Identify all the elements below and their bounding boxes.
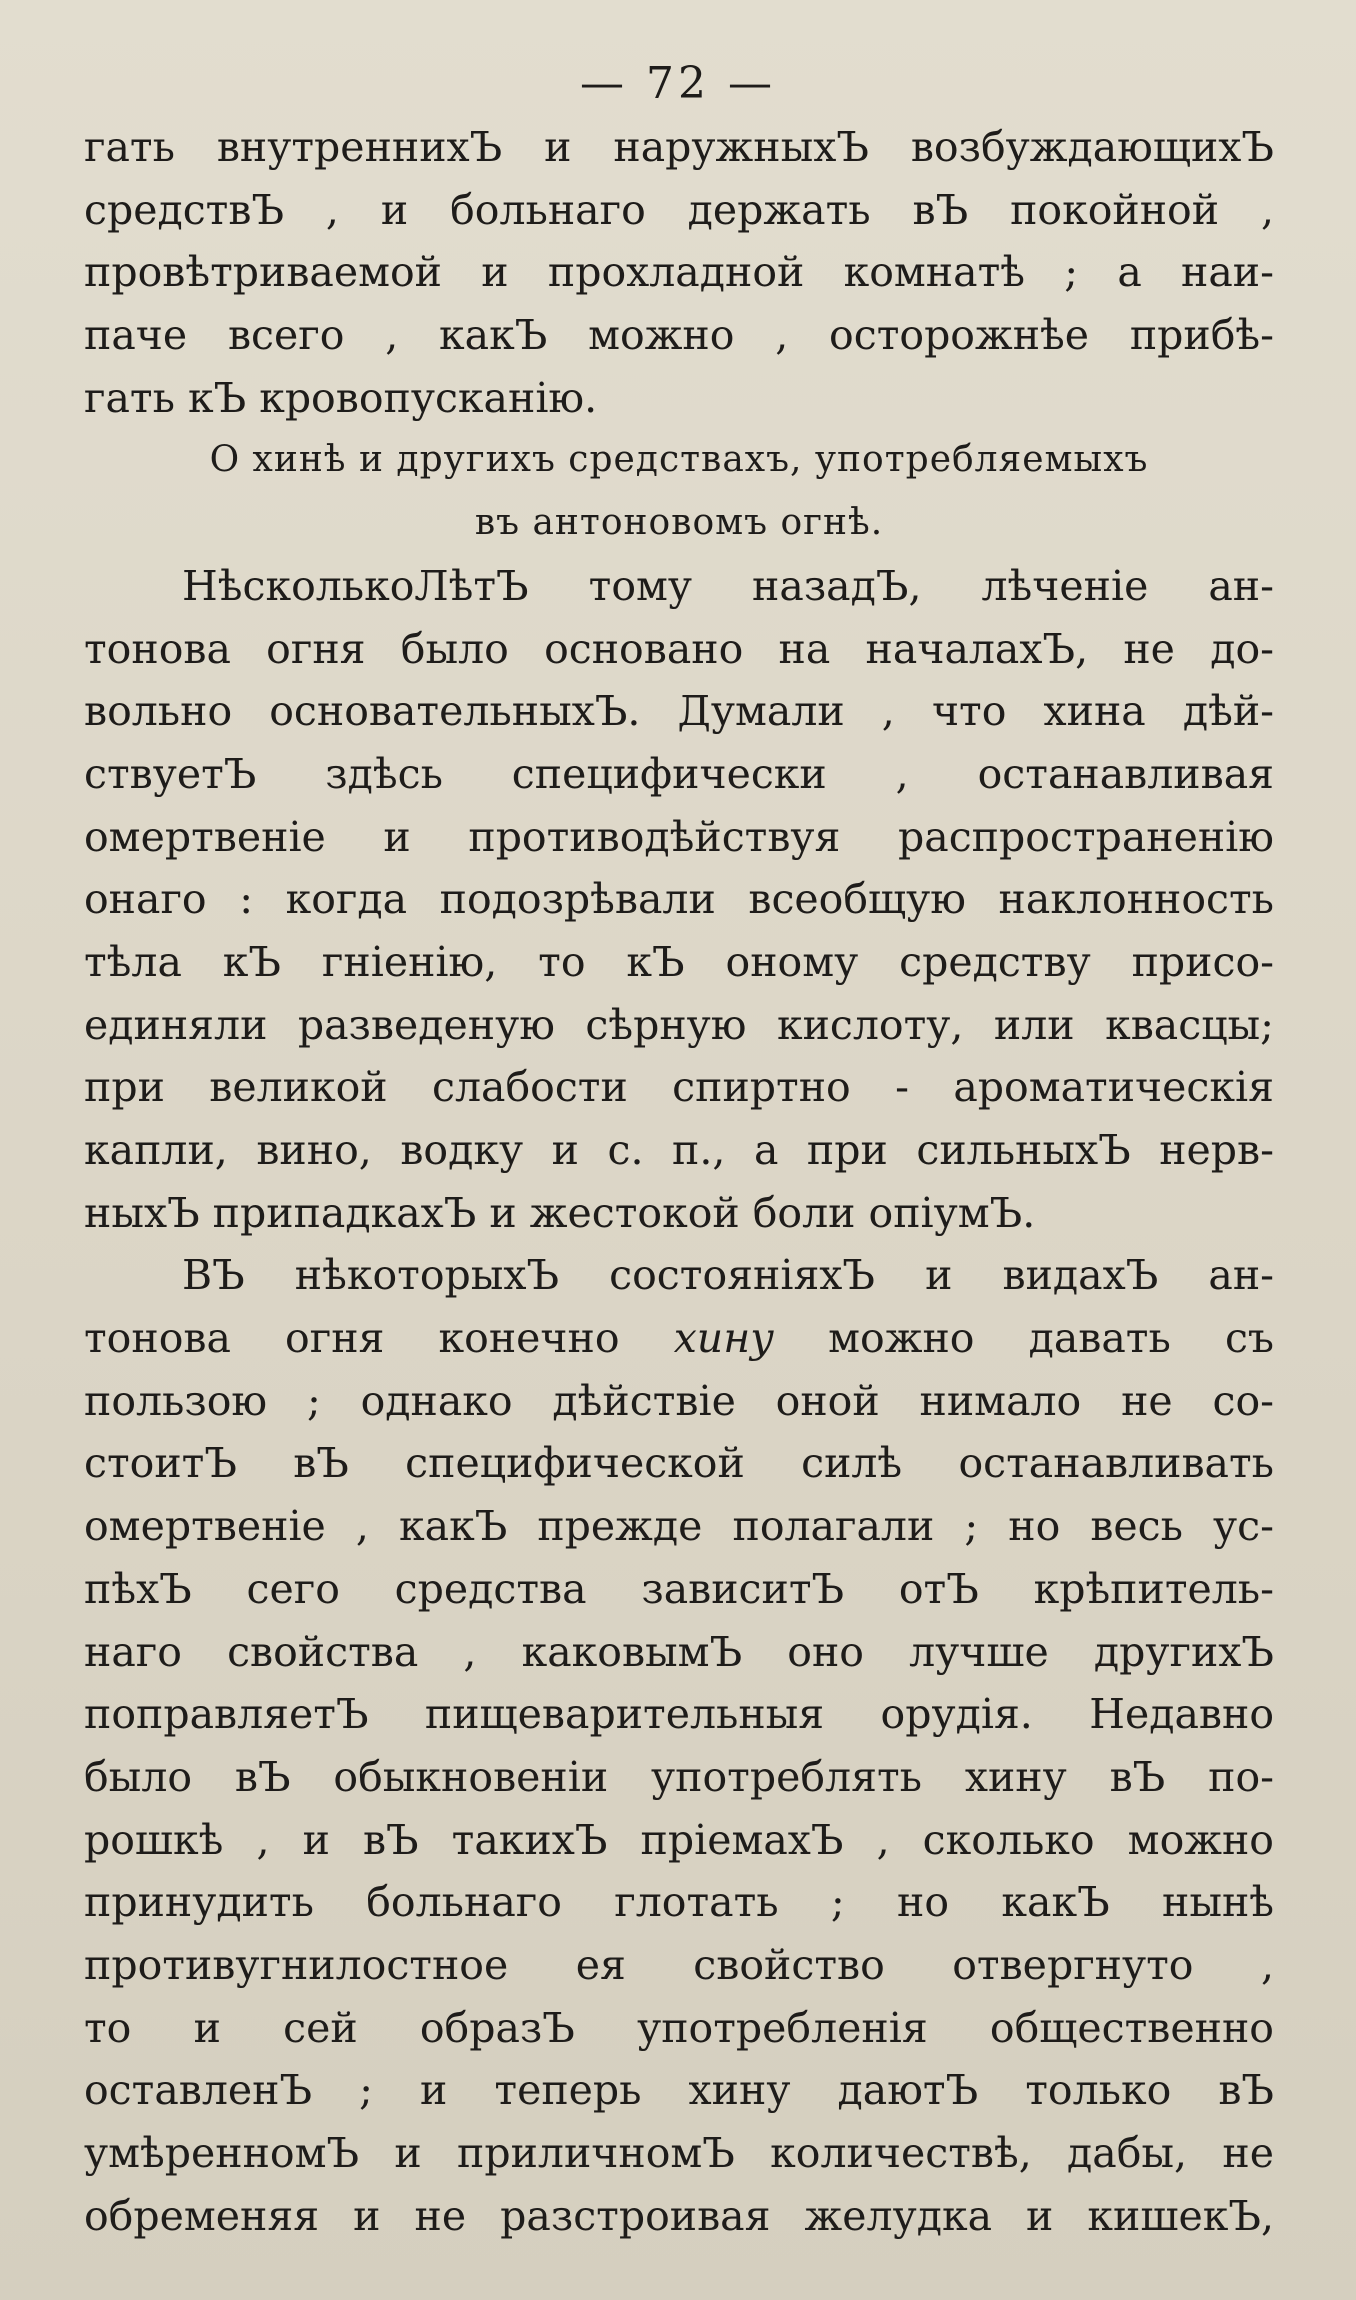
text-line: ныхЪ припадкахЪ и жестокой боли опіумЪ. bbox=[84, 1188, 1036, 1237]
text-line: НѣсколькоЛѣтЪ тому назадЪ, лѣченіе ан- bbox=[182, 561, 1274, 610]
text-line: стоитЪ вЪ специфической силѣ останавливать bbox=[84, 1439, 1274, 1488]
text-fragment: можно давать съ bbox=[774, 1314, 1274, 1363]
text-line: наго свойства , каковымЪ оно лучше другихЪ bbox=[84, 1627, 1274, 1676]
text-line: гать внутреннихЪ и наружныхЪ возбуждающихЪ bbox=[84, 123, 1274, 171]
italic-word: хину bbox=[673, 1314, 775, 1363]
page-text bbox=[84, 116, 1274, 2247]
section-heading: О хинѣ и другихъ средствахъ, употребляемыхъ bbox=[209, 439, 1149, 481]
text-line: тѣла кЪ гніенію, то кЪ оному средству присо- bbox=[84, 937, 1274, 986]
text-line: капли, вино, водку и с. п., а при сильныхЪ нерв- bbox=[84, 1126, 1274, 1174]
text-fragment: тонова огня конечно bbox=[84, 1314, 674, 1363]
text-line: тонова огня было основано на началахЪ, не до- bbox=[84, 624, 1274, 673]
text-line: гать кЪ кровопусканію. bbox=[84, 373, 598, 422]
text-line: средствЪ , и больнаго держать вЪ покойной , bbox=[84, 185, 1274, 234]
text-line: омертвеніе и противодѣйствуя распространенію bbox=[84, 812, 1274, 861]
text-line: омертвеніе , какЪ прежде полагали ; но весь ус- bbox=[84, 1502, 1274, 1551]
text-line: оставленЪ ; и теперь хину даютЪ только вЪ bbox=[84, 2066, 1274, 2115]
text-line bbox=[84, 1307, 1274, 1370]
text-line: ВЪ нѣкоторыхЪ состояніяхЪ и видахЪ ан- bbox=[182, 1251, 1274, 1300]
text-line: рошкѣ , и вЪ такихЪ пріемахЪ , сколько можно bbox=[84, 1815, 1274, 1864]
text-line: единяли разведеную сѣрную кислоту, или квасцы; bbox=[84, 1000, 1274, 1049]
text-line: противугнилостное ея свойство отвергнуто , bbox=[84, 1940, 1274, 1989]
text-line: вольно основательныхЪ. Думали , что хина дѣй- bbox=[84, 687, 1274, 736]
text-line: то и сей образЪ употребленія общественно bbox=[84, 2003, 1274, 2052]
text-line: умѣренномЪ и приличномЪ количествѣ, дабы, не bbox=[84, 2129, 1274, 2177]
text-line: пользою ; однако дѣйствіе оной нимало не со- bbox=[84, 1376, 1274, 1425]
text-line: было вЪ обыкновеніи употреблять хину вЪ по- bbox=[84, 1752, 1274, 1801]
text-line: ствуетЪ здѣсь специфически , останавливая bbox=[84, 749, 1274, 798]
text-line: провѣтриваемой и прохладной комнатѣ ; а наи- bbox=[84, 248, 1274, 297]
text-line: при великой слабости спиртно - ароматическія bbox=[84, 1063, 1274, 1112]
text-line: принудить больнаго глотать ; но какЪ нынѣ bbox=[84, 1878, 1274, 1927]
section-heading: въ антоновомъ огнѣ. bbox=[474, 502, 884, 544]
text-line: обременяя и не разстроивая желудка и кишекЪ, bbox=[84, 2191, 1274, 2240]
text-line: пѣхЪ сего средства зависитЪ отЪ крѣпитель- bbox=[84, 1564, 1274, 1613]
text-line: поправляетЪ пищеварительныя орудія. Недавно bbox=[84, 1690, 1274, 1739]
page-number: — 72 — bbox=[580, 58, 776, 109]
text-line: онаго : когда подозрѣвали всеобщую наклонность bbox=[84, 875, 1274, 924]
text-line: паче всего , какЪ можно , осторожнѣе прибѣ- bbox=[84, 311, 1274, 360]
